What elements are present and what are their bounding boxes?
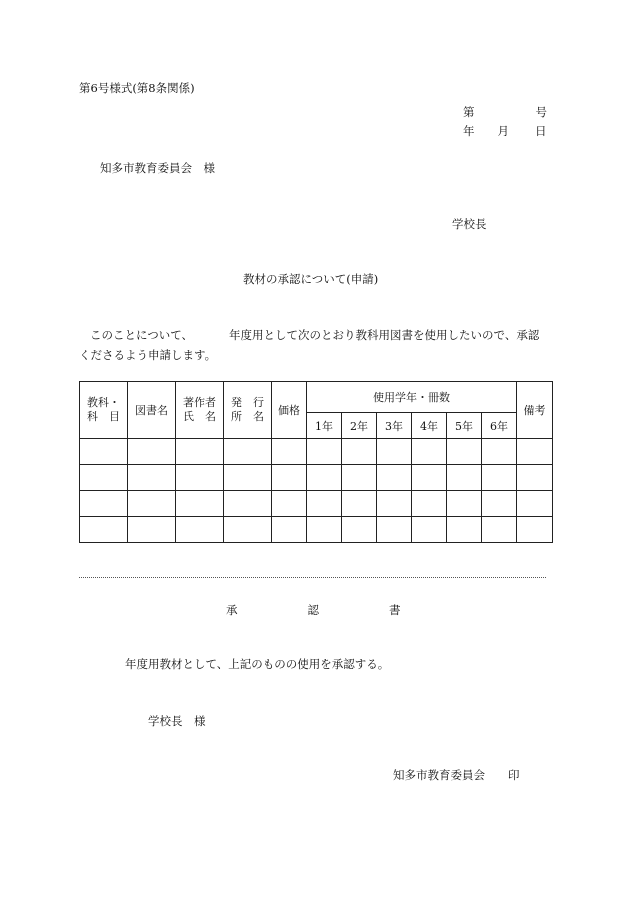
board-name: 知多市教育委員会 <box>393 768 485 782</box>
header-grade-5: 5年 <box>447 413 482 439</box>
form-number: 第6号様式(第8条関係) <box>79 81 195 95</box>
number-prefix: 第 <box>463 105 475 119</box>
header-author: 著作者 氏 名 <box>176 382 224 439</box>
date-year: 年 <box>463 124 475 138</box>
body-line-2: くださるよう申請します。 <box>79 348 217 362</box>
document-date <box>463 126 547 138</box>
seal-mark: 印 <box>508 768 520 782</box>
table-row <box>80 491 553 517</box>
applicant-principal: 学校長 <box>452 217 487 231</box>
approval-body: 年度用教材として、上記のものの使用を承認する。 <box>125 657 390 671</box>
table-row <box>80 439 553 465</box>
header-book-name: 図書名 <box>128 382 176 439</box>
addressee: 知多市教育委員会 様 <box>100 161 215 175</box>
date-day: 日 <box>535 124 547 138</box>
header-price: 価格 <box>272 382 307 439</box>
body-line-1-a: このことについて、 <box>90 328 194 342</box>
document-title: 教材の承認について(申請) <box>243 272 379 286</box>
header-grade-volumes: 使用学年・冊数 <box>307 382 517 413</box>
cut-line-divider <box>79 577 546 578</box>
number-suffix: 号 <box>535 105 547 119</box>
header-publisher: 発 行 所 名 <box>224 382 272 439</box>
board-signature <box>393 770 520 782</box>
header-subject: 教科・ 科 目 <box>80 382 128 439</box>
table-row <box>80 465 553 491</box>
header-grade-2: 2年 <box>342 413 377 439</box>
document-number <box>463 107 547 119</box>
textbook-table <box>79 381 553 543</box>
body-line-1 <box>90 330 539 342</box>
header-grade-6: 6年 <box>482 413 517 439</box>
date-month: 月 <box>497 124 509 138</box>
approval-title: 承 認 書 <box>226 603 401 617</box>
header-remarks: 備考 <box>517 382 553 439</box>
header-grade-1: 1年 <box>307 413 342 439</box>
approval-addressee: 学校長 様 <box>148 714 206 728</box>
table-row <box>80 517 553 543</box>
body-line-1-b: 年度用として次のとおり教科用図書を使用したいので、承認 <box>229 328 540 342</box>
header-grade-3: 3年 <box>377 413 412 439</box>
header-grade-4: 4年 <box>412 413 447 439</box>
